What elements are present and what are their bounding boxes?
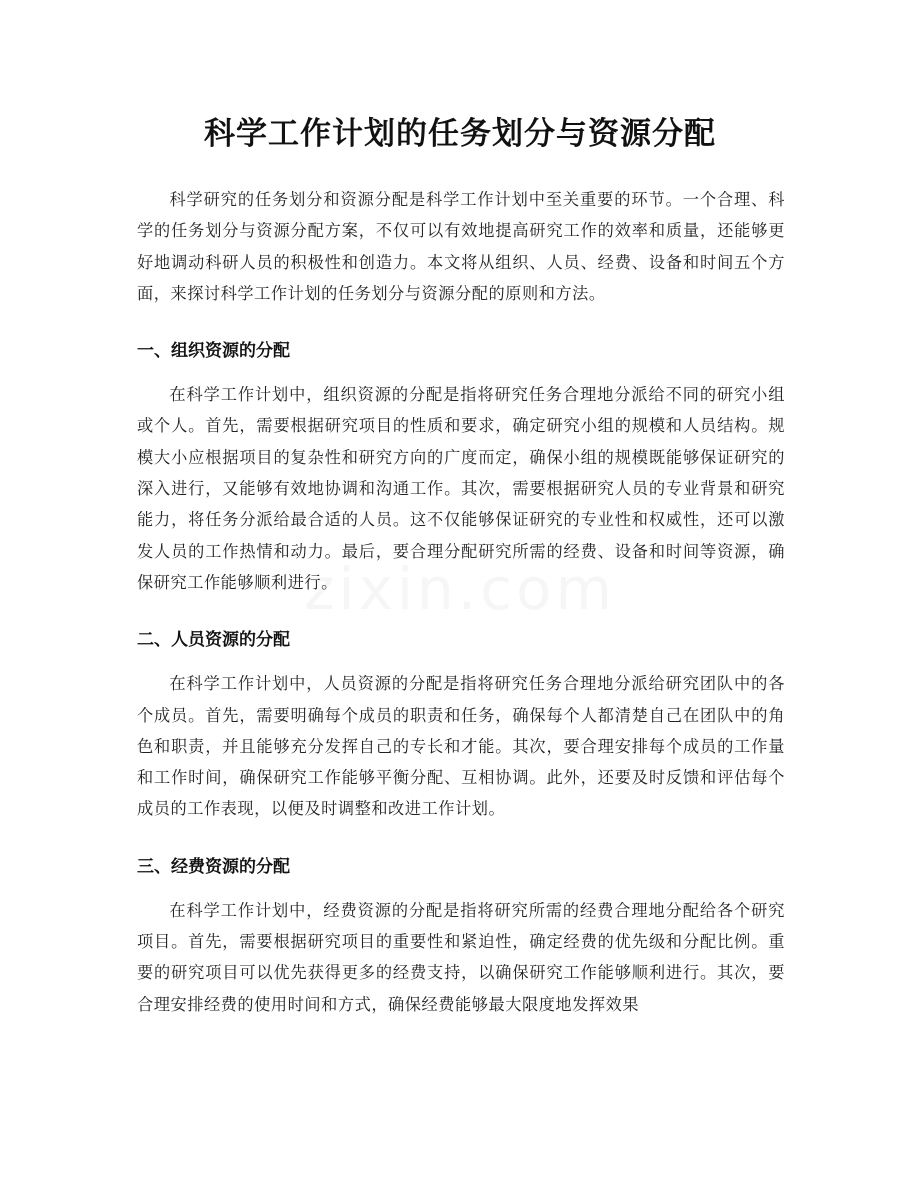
section-body-organization: 在科学工作计划中，组织资源的分配是指将研究任务合理地分派给不同的研究小组或个人。首先，需要根据研究项目的性质和要求，确定研究小组的规模和人员结构。规模大小应根据项目的复杂性和研究方向的广度而定，确保小组的规模既能够保证研究的深入进行，又能够有效地协调和沟通工作。其次，需要根据研究人员的专业背景和研究能力，将任务分派给最合适的人员。这不仅能够保证研究的专业性和权威性，还可以激发人员的工作热情和动力。最后，要合理分配研究所需的经费、设备和时间等资源，确保研究工作能够顺利进行。 [137, 385, 785, 592]
document-title: 科学工作计划的任务划分与资源分配 [204, 116, 716, 152]
document-body [137, 184, 785, 1020]
section-body-personnel: 在科学工作计划中，人员资源的分配是指将研究任务合理地分派给研究团队中的各个成员。首先，需要明确每个成员的职责和任务，确保每个人都清楚自己在团队中的角色和职责，并且能够充分发挥自己的专长和才能。其次，要合理安排每个成员的工作量和工作时间，确保研究工作能够平衡分配、互相协调。此外，还要及时反馈和评估每个成员的工作表现，以便及时调整和改进工作计划。 [137, 674, 785, 819]
section-heading-funding: 三、经费资源的分配 [137, 856, 290, 877]
section-body-funding: 在科学工作计划中，经费资源的分配是指将研究所需的经费合理地分配给各个研究项目。首先，需要根据研究项目的重要性和紧迫性，确定经费的优先级和分配比例。重要的研究项目可以优先获得更多的经费支持，以确保研究工作能够顺利进行。其次，要合理安排经费的使用时间和方式，确保经费能够最大限度地发挥效果 [137, 900, 785, 1014]
section-heading-personnel: 二、人员资源的分配 [137, 630, 290, 651]
section-heading-organization: 一、组织资源的分配 [137, 341, 290, 362]
intro-paragraph: 科学研究的任务划分和资源分配是科学工作计划中至关重要的环节。一个合理、科学的任务划分与资源分配方案，不仅可以有效地提高研究工作的效率和质量，还能够更好地调动科研人员的积极性和创造力。本文将从组织、人员、经费、设备和时间五个方面，来探讨科学工作计划的任务划分与资源分配的原则和方法。 [137, 190, 785, 303]
